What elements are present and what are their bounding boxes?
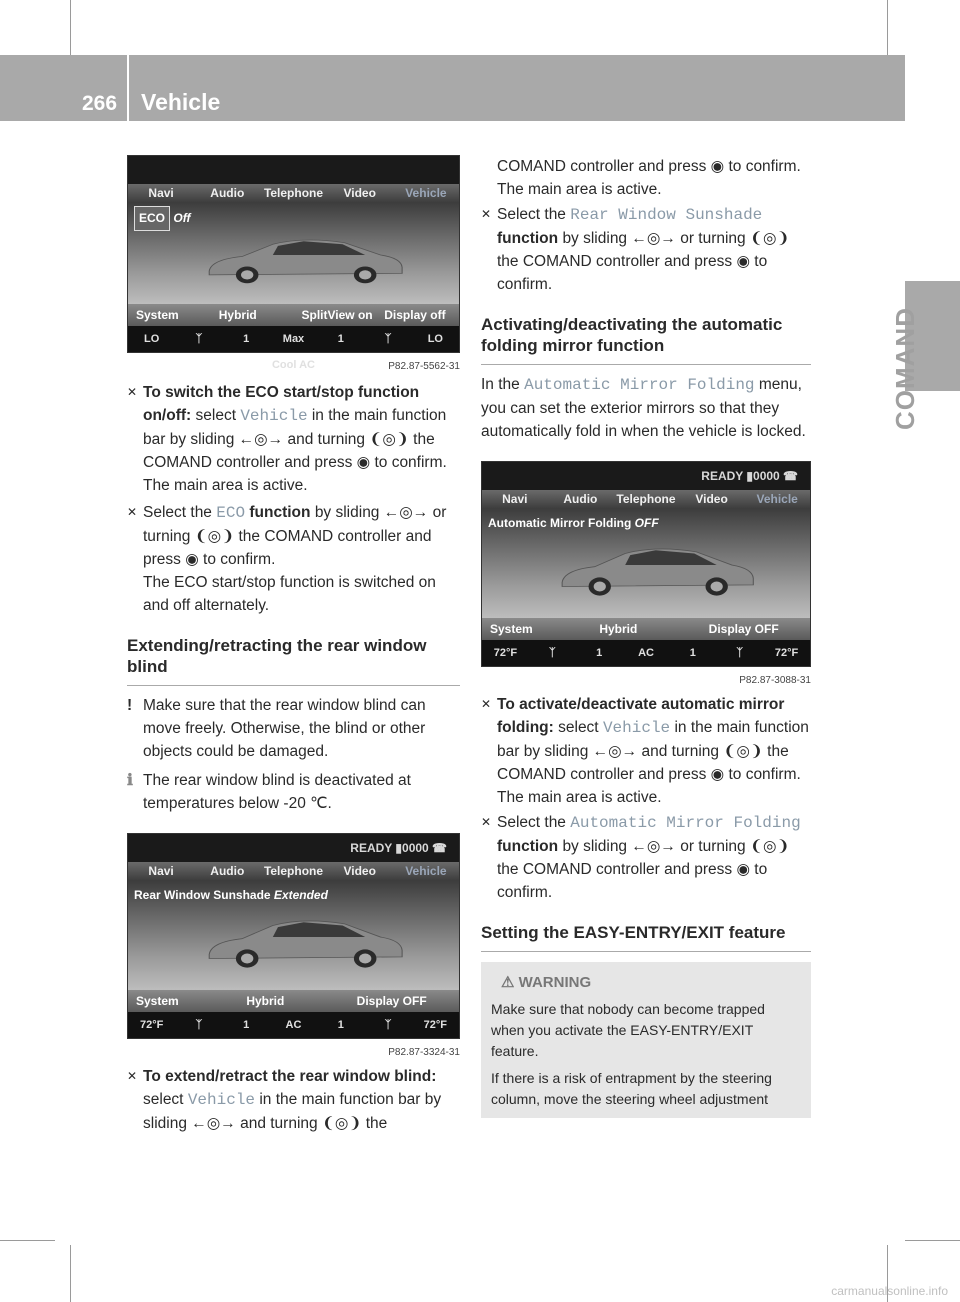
crop-mark: [0, 1240, 55, 1241]
status-value: OFF: [634, 516, 659, 530]
bottom-item: Hybrid: [218, 308, 257, 322]
screen-bottombar: [128, 990, 459, 1012]
climate-item: 1: [337, 333, 344, 345]
header-separator: [127, 55, 129, 121]
screen-topbar: READY ▮0000 ☎: [128, 834, 459, 862]
menu-term: Vehicle: [602, 719, 671, 737]
menu-item: Audio: [210, 864, 245, 878]
menu-term: Automatic Mirror Folding: [570, 814, 801, 832]
crop-mark: [70, 0, 71, 55]
left-column: [127, 155, 460, 1135]
climate-item: 72°F: [423, 1019, 447, 1031]
page-number: 266: [82, 92, 118, 115]
side-tab-label: COMAND: [890, 307, 920, 430]
climate-item: LO: [427, 333, 443, 345]
climate-item: 1: [596, 647, 603, 659]
warning-text: If there is a risk of entrapment by the steering column, move the steering wheel adjustment: [491, 1070, 772, 1107]
car-image: [201, 229, 406, 290]
menu-item: Telephone: [263, 864, 324, 878]
section-heading: Setting the EASY-ENTRY/EXIT feature: [481, 922, 811, 952]
car-image: [554, 537, 757, 603]
fan-icon: ᛉ: [195, 333, 203, 345]
fan-icon: ᛉ: [548, 647, 556, 659]
climate-item: 72°F: [493, 647, 518, 659]
arrow-icon: ✕: [127, 385, 138, 399]
arrow-icon: ✕: [481, 207, 492, 221]
arrow-icon: ✕: [127, 505, 138, 519]
status-label: Rear Window Sunshade: [134, 888, 271, 902]
menu-item-selected: Vehicle: [405, 864, 447, 878]
climate-item: 1: [689, 647, 696, 659]
screen-menubar: [482, 490, 810, 508]
warning-text: Make sure that nobody can become trapped when you activate the EASY-ENTRY/EXIT feature.: [491, 1001, 765, 1059]
screen-menubar: [128, 184, 459, 202]
car-image: [201, 909, 406, 975]
paragraph: In the Automatic Mirror Folding menu, you can set the exterior mirrors so that they automatically fold in when the vehicle is locked.: [481, 376, 806, 440]
menu-item: Navi: [148, 186, 174, 200]
menu-item: Video: [695, 492, 728, 506]
bottom-item: Hybrid: [246, 994, 285, 1008]
watermark: carmanualsonline.info: [831, 1284, 948, 1298]
screen-main-area: [128, 202, 459, 304]
eco-value: Off: [173, 211, 191, 225]
climate-item: AC: [285, 1019, 302, 1031]
screen-status: [134, 884, 328, 907]
status-label: Automatic Mirror Folding: [488, 516, 632, 530]
crop-mark: [905, 1240, 960, 1241]
right-column: [481, 155, 811, 1118]
menu-item-selected: Vehicle: [756, 492, 798, 506]
fan-icon: ᛉ: [384, 1019, 392, 1031]
screen-climate-bar: [482, 640, 810, 666]
menu-term: Vehicle: [240, 407, 308, 425]
climate-item: 72°F: [774, 647, 799, 659]
bottom-item: SplitView on: [301, 308, 373, 322]
climate-item: 1: [243, 333, 250, 345]
arrow-icon: ✕: [127, 1069, 138, 1083]
instruction-step: ✕ Select the Rear Window Sunshade function by sliding ←◎→ or turning ❨◎❩ the COMAND controller and press ◉ to confirm.: [481, 203, 811, 296]
screen-status: [488, 512, 659, 535]
section-heading: Extending/retracting the rear window blind: [127, 635, 460, 686]
bottom-item: System: [490, 622, 533, 636]
figure-code: P82.87-5562-31: [388, 361, 460, 372]
caution-note: ! Make sure that the rear window blind can move freely. Otherwise, the blind or other objects could be damaged.: [127, 694, 460, 763]
screen-topbar: [128, 156, 459, 184]
menu-item: Telephone: [263, 186, 324, 200]
climate-item: 1: [337, 1019, 344, 1031]
screen-topbar: READY ▮0000 ☎: [482, 462, 810, 490]
instruction-step: ✕ To activate/deactivate automatic mirror folding: select Vehicle in the main function bar by sliding ←◎→ and turning ❨◎❩ the COMAND controller and press ◉ to confirm. The main area is active.: [481, 693, 811, 809]
menu-item: Telephone: [616, 492, 676, 506]
fan-icon: ᛉ: [384, 333, 392, 345]
menu-item: Navi: [148, 864, 174, 878]
menu-item: Video: [343, 186, 376, 200]
menu-item-selected: Vehicle: [405, 186, 447, 200]
instruction-step: ✕ To extend/retract the rear window blind: select Vehicle in the main function bar by sliding ←◎→ and turning ❨◎❩ the: [127, 1065, 460, 1135]
page-title: Vehicle: [141, 89, 221, 115]
menu-term: Automatic Mirror Folding: [524, 376, 755, 394]
arrow-icon: ✕: [481, 815, 492, 829]
sunshade-figure: [127, 833, 460, 1039]
mirror-figure: [481, 461, 811, 667]
instruction-continuation: COMAND controller and press ◉ to confirm. The main area is active.: [497, 158, 801, 198]
bottom-item: System: [136, 308, 179, 322]
fan-icon: ᛉ: [195, 1019, 203, 1031]
menu-item: Navi: [502, 492, 528, 506]
instruction-step: ✕ To switch the ECO start/stop function on/off: select Vehicle in the main function bar by sliding ←◎→ and turning ❨◎❩ the COMAND controller and press ◉ to confirm. The main area is active.: [127, 381, 460, 497]
info-note: ℹ The rear window blind is deactivated at temperatures below -20 ℃.: [127, 769, 460, 815]
status-value: Extended: [273, 888, 328, 902]
eco-label: ECO: [134, 206, 170, 231]
warning-triangle-icon: ⚠: [501, 974, 515, 991]
climate-item: Max Cool AC: [271, 333, 315, 371]
warning-title: ⚠ WARNING: [501, 974, 592, 991]
menu-term: Vehicle: [187, 1091, 256, 1109]
menu-term: Rear Window Sunshade: [570, 206, 763, 224]
screen-bottombar: [482, 618, 810, 640]
figure-code: P82.87-3088-31: [739, 675, 811, 686]
bottom-item: Display OFF: [356, 994, 427, 1008]
menu-item: Audio: [563, 492, 598, 506]
screen-bottombar: [128, 304, 459, 326]
section-heading: Activating/deactivating the automatic folding mirror function: [481, 314, 811, 365]
climate-item: 1: [243, 1019, 250, 1031]
menu-item: Audio: [210, 186, 245, 200]
screen-main-area: [128, 880, 459, 990]
crop-mark: [70, 1245, 71, 1302]
crop-mark: [887, 0, 888, 55]
screen-main-area: [482, 508, 810, 618]
header-bar: [0, 55, 905, 121]
figure-code: P82.87-3324-31: [388, 1047, 460, 1058]
fan-icon: ᛉ: [736, 647, 744, 659]
climate-item: LO: [144, 333, 160, 345]
exclamation-icon: !: [127, 697, 133, 714]
screen-climate-bar: [128, 1012, 459, 1038]
arrow-icon: ✕: [481, 697, 492, 711]
menu-item: Video: [343, 864, 376, 878]
instruction-step: ✕ Select the ECO function by sliding ←◎→ or turning ❨◎❩ the COMAND controller and press ◉ to confirm. The ECO start/stop function is switched on and off alternately.: [127, 501, 460, 617]
screen-status: [134, 206, 190, 231]
instruction-step: ✕ Select the Automatic Mirror Folding function by sliding ←◎→ or turning ❨◎❩ the COMAND controller and press ◉ to confirm.: [481, 811, 811, 904]
info-icon: ℹ: [127, 772, 133, 789]
bottom-item: Display OFF: [708, 622, 779, 636]
climate-item: 72°F: [139, 1019, 164, 1031]
bottom-item: Hybrid: [599, 622, 638, 636]
bottom-item: Display off: [384, 308, 446, 322]
screen-menubar: [128, 862, 459, 880]
climate-item: AC: [638, 647, 654, 659]
menu-term: ECO: [216, 504, 246, 522]
bottom-item: System: [136, 994, 179, 1008]
warning-box: [481, 962, 811, 1118]
